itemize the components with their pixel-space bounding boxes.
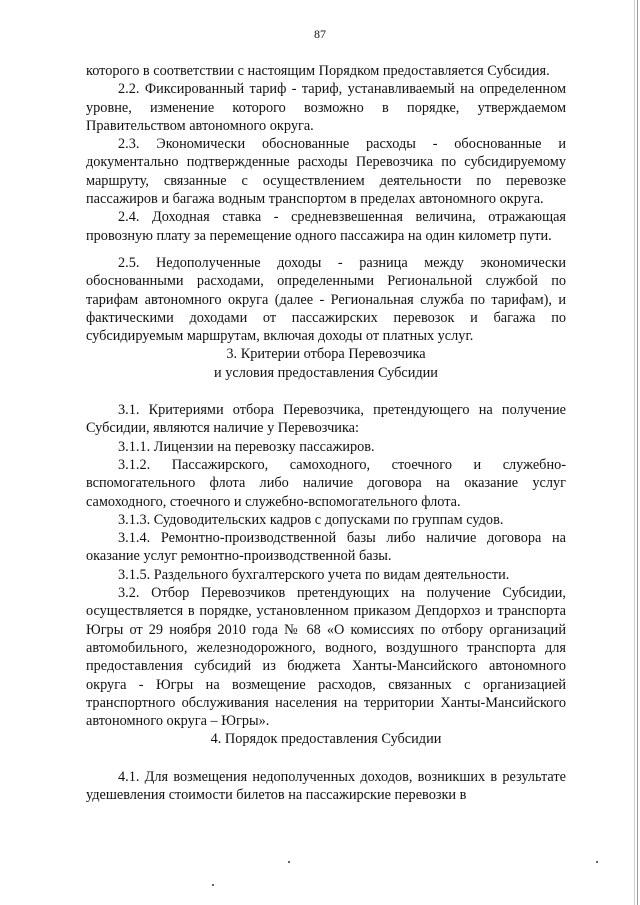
paragraph-3-1-4: 3.1.4. Ремонтно-производственной базы либо наличие договора на оказание услуг ремонтно-производственной базы. bbox=[86, 530, 566, 565]
paragraph-3-1-2: 3.1.2. Пассажирского, самоходного, стоечного и служебно-вспомогательного флота либо наличие договора на оказание услуг самоходного, стоечного и служебно-вспомогательного флота. bbox=[86, 456, 566, 510]
paragraph-3-1: 3.1. Критериями отбора Перевозчика, претендующего на получение Субсидии, являются наличие у Перевозчика: bbox=[86, 402, 566, 437]
paragraph-4-1: 4.1. Для возмещения недополученных доходов, возникших в результате удешевления стоимости билетов на пассажирские перевозки в bbox=[86, 768, 566, 803]
paragraph-3-1-3: 3.1.3. Судоводительских кадров с допусками по группам судов. bbox=[118, 511, 504, 528]
paragraph-3-1-1: 3.1.1. Лицензии на перевозку пассажиров. bbox=[118, 438, 375, 455]
paragraph-continuation: которого в соответствии с настоящим Порядком предоставляется Субсидия. bbox=[86, 63, 550, 79]
section-4-heading: 4. Порядок предоставления Субсидии bbox=[210, 731, 442, 748]
scan-speck bbox=[212, 884, 214, 886]
paragraph-3-2: 3.2. Отбор Перевозчиков претендующих на получение Субсидии, осуществляется в порядке, установленном приказом Депдорхоз и транспорта Югры от 29 ноября 2010 года № 68 «О комиссиях по отбору организаций автомобильного, железнодорожного, водного, воздушного транспорта для предоставления субсидий из бюджета Ханты-Мансийского автономного округа - Югры на возмещение расходов, связанных с организацией транспортного обслуживания населения на территории Ханты-Мансийского автономного округа – Югры». bbox=[86, 585, 566, 730]
scan-speck bbox=[288, 861, 290, 863]
scan-edge-line bbox=[637, 0, 638, 905]
paragraph-2-4: 2.4. Доходная ставка - средневзвешенная величина, отражающая провозную плату за перемещение одного пассажира на один километр пути. bbox=[86, 209, 566, 244]
paragraph-3-1-5: 3.1.5. Раздельного бухгалтерского учета по видам деятельности. bbox=[118, 566, 510, 583]
scan-edge-line-inner bbox=[634, 0, 635, 905]
paragraph-2-2: 2.2. Фиксированный тариф - тариф, устанавливаемый на определенном уровне, изменение которого возможно в порядке, утверждаемом Правительством автономного округа. bbox=[86, 81, 566, 134]
paragraph-2-5: 2.5. Недополученные доходы - разница между экономически обоснованными расходами, определенными Региональной службой по тарифам автономного округа (далее - Региональная служба по тарифам), и фактическими доходами от пассажирских перевозок и багажа по субсидируемым маршрутам, включая доходы от платных услуг. bbox=[86, 254, 566, 345]
page-number: 87 bbox=[314, 27, 326, 41]
section-3-heading-line-1: 3. Критерии отбора Перевозчика bbox=[226, 346, 426, 363]
paragraph-2-3: 2.3. Экономически обоснованные расходы - обоснованные и документально подтвержденные расходы Перевозчика по субсидируемому маршруту, связанные с осуществлением деятельности по перевозке пассажиров и багажа водным транспортом в пределах автономного округа. bbox=[86, 136, 566, 208]
section-3-heading-line-2: и условия предоставления Субсидии bbox=[214, 364, 438, 381]
document-body bbox=[86, 62, 566, 804]
scan-speck bbox=[596, 861, 598, 863]
